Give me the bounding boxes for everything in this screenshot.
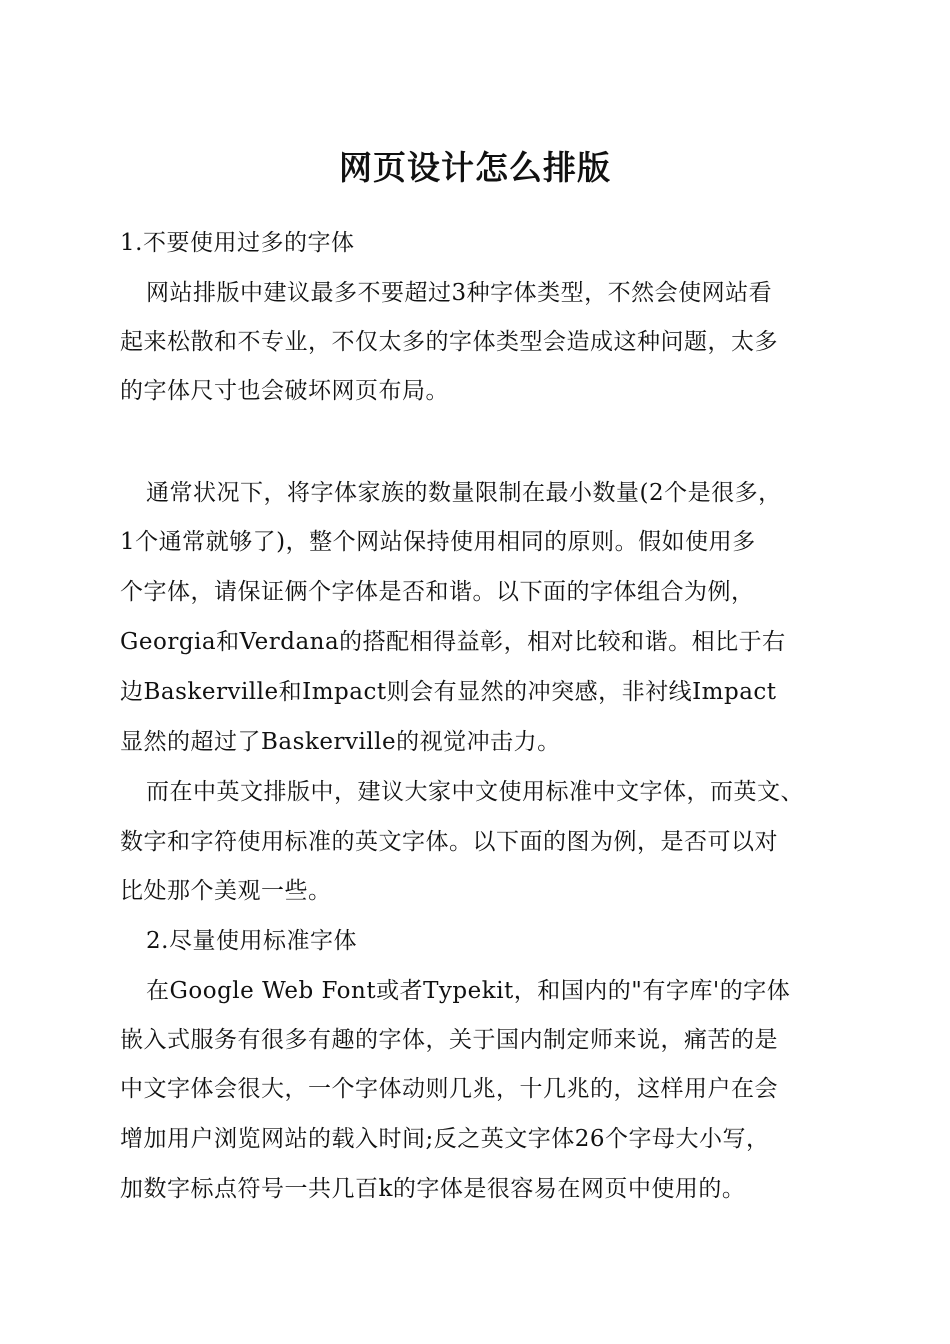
- section-heading-2: 2.尽量使用标准字体: [146, 928, 357, 954]
- paragraph-line: Georgia和Verdana的搭配相得益彰，相对比较和谐。相比于右: [120, 629, 786, 655]
- paragraph-line: 在Google Web Font或者Typekit，和国内的"有字库'的字体: [146, 978, 791, 1004]
- paragraph-line: 而在中英文排版中，建议大家中文使用标准中文字体，而英文、: [146, 779, 804, 805]
- paragraph-line: 数字和字符使用标准的英文字体。以下面的图为例，是否可以对: [120, 829, 778, 855]
- paragraph-line: 嵌入式服务有很多有趣的字体，关于国内制定师来说，痛苦的是: [120, 1027, 778, 1053]
- paragraph-line: 通常状况下，将字体家族的数量限制在最小数量(2个是很多，: [146, 480, 782, 506]
- document-title: 网页设计怎么排版: [339, 148, 611, 187]
- paragraph-line: 加数字标点符号一共几百k的字体是很容易在网页中使用的。: [120, 1176, 746, 1202]
- section-heading-1: 1.不要使用过多的字体: [120, 230, 355, 256]
- paragraph-line: 个字体，请保证俩个字体是否和谐。以下面的字体组合为例，: [120, 579, 755, 605]
- paragraph-line: 1个通常就够了)，整个网站保持使用相同的原则。假如使用多: [120, 529, 756, 555]
- paragraph-line: 的字体尺寸也会破坏网页布局。: [120, 378, 449, 404]
- paragraph-line: 边Baskerville和Impact则会有显然的冲突感，非衬线Impact: [120, 679, 777, 705]
- paragraph-line: 显然的超过了Baskerville的视觉冲击力。: [120, 729, 561, 755]
- paragraph-line: 起来松散和不专业，不仅太多的字体类型会造成这种问题，太多: [120, 329, 778, 355]
- paragraph-line: 中文字体会很大，一个字体动则几兆，十几兆的，这样用户在会: [120, 1076, 778, 1102]
- paragraph-line: 比处那个美观一些。: [120, 878, 332, 904]
- paragraph-line: 增加用户浏览网站的载入时间;反之英文字体26个字母大小写，: [120, 1126, 770, 1152]
- paragraph-line: 网站排版中建议最多不要超过3种字体类型，不然会使网站看: [146, 280, 773, 306]
